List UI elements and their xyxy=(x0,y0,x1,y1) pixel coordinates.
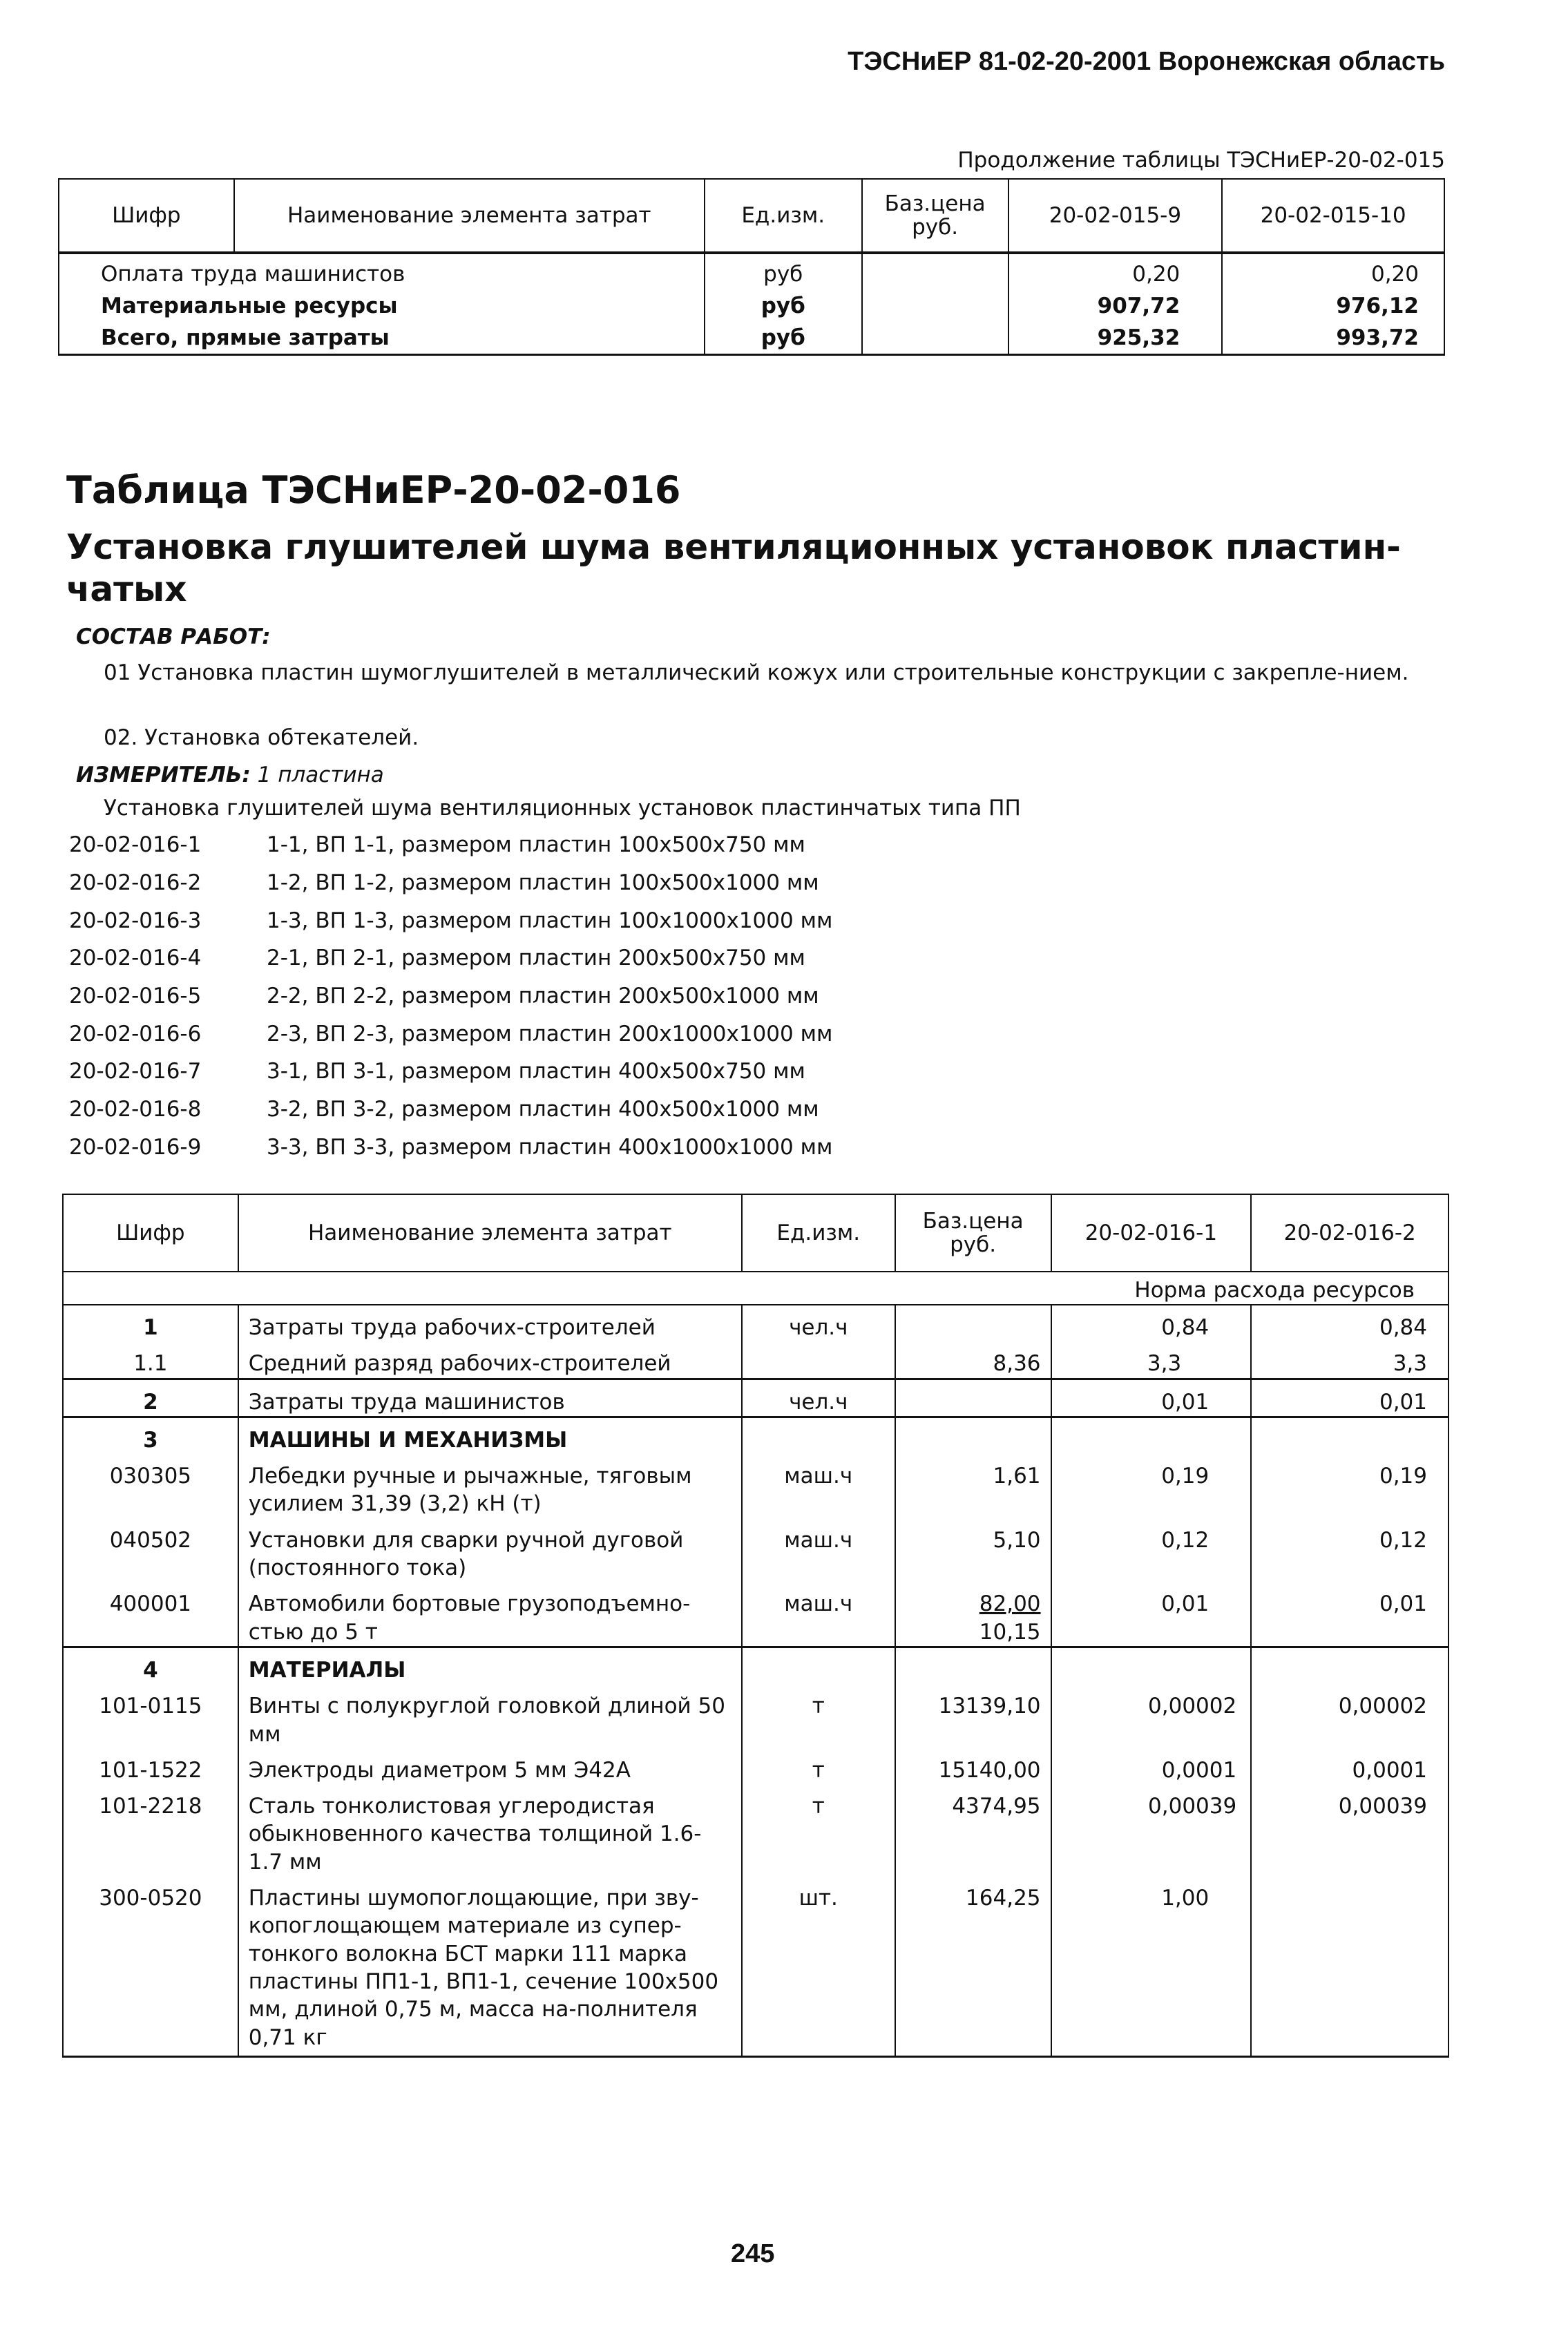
col-header-variant-1: 20-02-016-1 xyxy=(1051,1194,1252,1272)
row-code: 101-1522 xyxy=(63,1748,238,1784)
row-value-1: 0,00039 xyxy=(1051,1784,1252,1876)
table-row xyxy=(63,1341,1449,1379)
col-header-name: Наименование элемента затрат xyxy=(234,179,705,253)
table-subtitle: Установка глушителей шума вентиляционных установок пластин-чатых xyxy=(66,527,1401,609)
table-row xyxy=(63,1379,1449,1417)
row-unit xyxy=(742,1647,895,1684)
row-value-2: 0,01 xyxy=(1251,1379,1449,1417)
page-number: 245 xyxy=(731,2239,775,2268)
row-unit: руб xyxy=(705,253,862,290)
row-unit: маш.ч xyxy=(742,1582,895,1647)
work-item: 01 Установка пластин шумоглушителей в металлический кожух или строительные конструкции с закрепле-нием. xyxy=(104,660,1409,685)
row-price: 15140,00 xyxy=(895,1748,1051,1784)
continuation-table xyxy=(58,178,1445,356)
row-code: 400001 xyxy=(63,1582,238,1647)
measure-label: ИЗМЕРИТЕЛЬ: xyxy=(76,763,251,787)
table-title: Таблица ТЭСНиЕР-20-02-016 xyxy=(66,468,681,512)
row-value-1: 907,72 xyxy=(1008,290,1223,322)
row-value-2: 0,01 xyxy=(1251,1582,1449,1647)
row-name: Винты с полукруглой головкой длиной 50 мм xyxy=(238,1684,742,1748)
col-header-price: Баз.цена руб. xyxy=(895,1194,1051,1272)
variant-code: 20-02-016-4 xyxy=(69,946,202,971)
measure-value: 1 пластина xyxy=(257,763,384,787)
table-row xyxy=(63,1876,1449,2056)
col-header-unit: Ед.изм. xyxy=(705,179,862,253)
list-item xyxy=(69,977,832,1015)
row-unit: т xyxy=(742,1784,895,1876)
work-item: 02. Установка обтекателей. xyxy=(104,725,419,750)
variant-code: 20-02-016-8 xyxy=(69,1097,202,1122)
row-name: Лебедки ручные и рычажные, тяговым усилием 31,39 (3,2) кН (т) xyxy=(238,1454,742,1518)
row-name: Материальные ресурсы xyxy=(59,290,705,322)
variant-code: 20-02-016-2 xyxy=(69,870,202,896)
list-item xyxy=(69,901,832,939)
row-value-1: 3,3 xyxy=(1051,1341,1252,1379)
table-row xyxy=(63,1748,1449,1784)
row-value-2 xyxy=(1251,1647,1449,1684)
variant-code: 20-02-016-5 xyxy=(69,984,202,1009)
row-value-2: 976,12 xyxy=(1222,290,1444,322)
row-unit xyxy=(742,1341,895,1379)
row-value-1 xyxy=(1051,1417,1252,1454)
row-value-1: 0,84 xyxy=(1051,1305,1252,1341)
row-unit: маш.ч xyxy=(742,1454,895,1518)
col-header-variant-2: 20-02-016-2 xyxy=(1251,1194,1449,1272)
norm-label: Норма расхода ресурсов xyxy=(63,1272,1449,1305)
row-unit: чел.ч xyxy=(742,1305,895,1341)
variant-code: 20-02-016-1 xyxy=(69,832,202,858)
row-value-2 xyxy=(1251,1417,1449,1454)
row-price: 5,10 xyxy=(895,1518,1051,1582)
row-value-2: 3,3 xyxy=(1251,1341,1449,1379)
variant-desc: 1-1, ВП 1-1, размером пластин 100х500х750 мм xyxy=(267,832,805,858)
row-price xyxy=(895,1647,1051,1684)
row-value-1: 1,00 xyxy=(1051,1876,1252,2056)
row-unit: т xyxy=(742,1748,895,1784)
row-price-primary: 82,00 xyxy=(979,1591,1041,1617)
list-item xyxy=(69,939,832,977)
group-title: МАТЕРИАЛЫ xyxy=(238,1647,742,1684)
variant-code: 20-02-016-6 xyxy=(69,1021,202,1046)
group-row xyxy=(63,1417,1449,1454)
row-name: Затраты труда рабочих-строителей xyxy=(238,1305,742,1341)
col-header-code: Шифр xyxy=(63,1194,238,1272)
col-header-name: Наименование элемента затрат xyxy=(238,1194,742,1272)
row-price xyxy=(895,1417,1051,1454)
continuation-note: Продолжение таблицы ТЭСНиЕР-20-02-015 xyxy=(957,148,1445,173)
row-name: Затраты труда машинистов xyxy=(238,1379,742,1417)
table-row xyxy=(63,1784,1449,1876)
variant-desc: 2-2, ВП 2-2, размером пластин 200х500х1000 мм xyxy=(267,984,819,1009)
row-value-2: 0,84 xyxy=(1251,1305,1449,1341)
row-name: Автомобили бортовые грузоподъемно-стью до 5 т xyxy=(238,1582,742,1647)
table-row xyxy=(59,322,1444,355)
variant-desc: 3-3, ВП 3-3, размером пластин 400х1000х1000 мм xyxy=(267,1134,833,1160)
norm-row xyxy=(63,1272,1449,1305)
measure-line xyxy=(76,763,384,787)
row-value-1: 0,20 xyxy=(1008,253,1223,290)
group-row xyxy=(63,1647,1449,1684)
row-value-1: 0,19 xyxy=(1051,1454,1252,1518)
row-code: 1 xyxy=(63,1305,238,1341)
row-unit: маш.ч xyxy=(742,1518,895,1582)
row-price xyxy=(862,290,1008,322)
row-code: 040502 xyxy=(63,1518,238,1582)
variant-desc: 3-1, ВП 3-1, размером пластин 400х500х750 мм xyxy=(267,1059,805,1084)
row-value-2: 0,00039 xyxy=(1251,1784,1449,1876)
variant-desc: 1-2, ВП 1-2, размером пластин 100х500х1000 мм xyxy=(267,870,819,896)
row-price xyxy=(895,1582,1051,1647)
row-code: 101-2218 xyxy=(63,1784,238,1876)
row-code: 300-0520 xyxy=(63,1876,238,2056)
resource-table xyxy=(62,1194,1449,2058)
list-item xyxy=(69,1091,832,1129)
row-value-2: 0,19 xyxy=(1251,1454,1449,1518)
row-code: 2 xyxy=(63,1379,238,1417)
row-name: Электроды диаметром 5 мм Э42А xyxy=(238,1748,742,1784)
col-header-price: Баз.цена руб. xyxy=(862,179,1008,253)
table-row xyxy=(59,290,1444,322)
row-price: 8,36 xyxy=(895,1341,1051,1379)
variant-code: 20-02-016-9 xyxy=(69,1134,202,1160)
row-value-2: 0,0001 xyxy=(1251,1748,1449,1784)
row-name: Оплата труда машинистов xyxy=(59,253,705,290)
variant-code: 20-02-016-3 xyxy=(69,908,202,933)
list-item xyxy=(69,1129,832,1167)
row-name: Всего, прямые затраты xyxy=(59,322,705,355)
col-header-variant-10: 20-02-015-10 xyxy=(1222,179,1444,253)
work-composition-label: СОСТАВ РАБОТ: xyxy=(76,624,271,649)
variant-code: 20-02-016-7 xyxy=(69,1059,202,1084)
row-unit: шт. xyxy=(742,1876,895,2056)
variants-intro: Установка глушителей шума вентиляционных установок пластинчатых типа ПП xyxy=(104,796,1021,821)
row-price: 13139,10 xyxy=(895,1684,1051,1748)
row-value-1: 0,0001 xyxy=(1051,1748,1252,1784)
row-name: Средний разряд рабочих-строителей xyxy=(238,1341,742,1379)
running-header: ТЭСНиЕР 81-02-20-2001 Воронежская область xyxy=(848,47,1445,76)
table-row xyxy=(63,1582,1449,1647)
row-unit xyxy=(742,1417,895,1454)
row-code: 1.1 xyxy=(63,1341,238,1379)
row-code: 030305 xyxy=(63,1454,238,1518)
row-value-1: 925,32 xyxy=(1008,322,1223,355)
table-row xyxy=(63,1518,1449,1582)
row-price xyxy=(895,1305,1051,1341)
list-item xyxy=(69,864,832,902)
variant-desc: 3-2, ВП 3-2, размером пластин 400х500х1000 мм xyxy=(267,1097,819,1122)
row-price xyxy=(862,253,1008,290)
row-unit: чел.ч xyxy=(742,1379,895,1417)
table-row xyxy=(63,1454,1449,1518)
row-value-1: 0,12 xyxy=(1051,1518,1252,1582)
row-value-2 xyxy=(1251,1876,1449,2056)
row-name: Пластины шумопоглощающие, при зву-копоглощающем материале из супер-тонкого волокна БСТ марки 111 марка пластины ПП1-1, ВП1-1, сечение 100х500 мм, длиной 0,75 м, масса на-полнителя 0,71 кг xyxy=(238,1876,742,2056)
col-header-unit: Ед.изм. xyxy=(742,1194,895,1272)
variant-desc: 2-1, ВП 2-1, размером пластин 200х500х750 мм xyxy=(267,946,805,971)
col-header-code: Шифр xyxy=(59,179,234,253)
row-value-2: 993,72 xyxy=(1222,322,1444,355)
row-price-secondary: 10,15 xyxy=(979,1619,1041,1645)
row-code: 4 xyxy=(63,1647,238,1684)
row-value-2: 0,12 xyxy=(1251,1518,1449,1582)
row-value-1: 0,01 xyxy=(1051,1582,1252,1647)
variant-desc: 1-3, ВП 1-3, размером пластин 100х1000х1000 мм xyxy=(267,908,833,933)
group-title: МАШИНЫ И МЕХАНИЗМЫ xyxy=(238,1417,742,1454)
col-header-variant-9: 20-02-015-9 xyxy=(1008,179,1223,253)
list-item xyxy=(69,1053,832,1091)
table-row xyxy=(63,1305,1449,1341)
row-name: Установки для сварки ручной дуговой (постоянного тока) xyxy=(238,1518,742,1582)
row-code: 3 xyxy=(63,1417,238,1454)
row-unit: руб xyxy=(705,290,862,322)
row-price: 4374,95 xyxy=(895,1784,1051,1876)
list-item xyxy=(69,1015,832,1053)
row-value-2: 0,00002 xyxy=(1251,1684,1449,1748)
row-unit: руб xyxy=(705,322,862,355)
row-value-1: 0,01 xyxy=(1051,1379,1252,1417)
variant-desc: 2-3, ВП 2-3, размером пластин 200х1000х1000 мм xyxy=(267,1021,833,1046)
row-price: 1,61 xyxy=(895,1454,1051,1518)
row-value-1 xyxy=(1051,1647,1252,1684)
row-price xyxy=(862,322,1008,355)
row-name: Сталь тонколистовая углеродистая обыкновенного качества толщиной 1.6-1.7 мм xyxy=(238,1784,742,1876)
row-value-1: 0,00002 xyxy=(1051,1684,1252,1748)
table-row xyxy=(63,1684,1449,1748)
variant-list xyxy=(69,826,832,1166)
row-value-2: 0,20 xyxy=(1222,253,1444,290)
table-row xyxy=(59,253,1444,290)
row-price xyxy=(895,1379,1051,1417)
row-unit: т xyxy=(742,1684,895,1748)
row-price: 164,25 xyxy=(895,1876,1051,2056)
row-code: 101-0115 xyxy=(63,1684,238,1748)
list-item xyxy=(69,826,832,864)
